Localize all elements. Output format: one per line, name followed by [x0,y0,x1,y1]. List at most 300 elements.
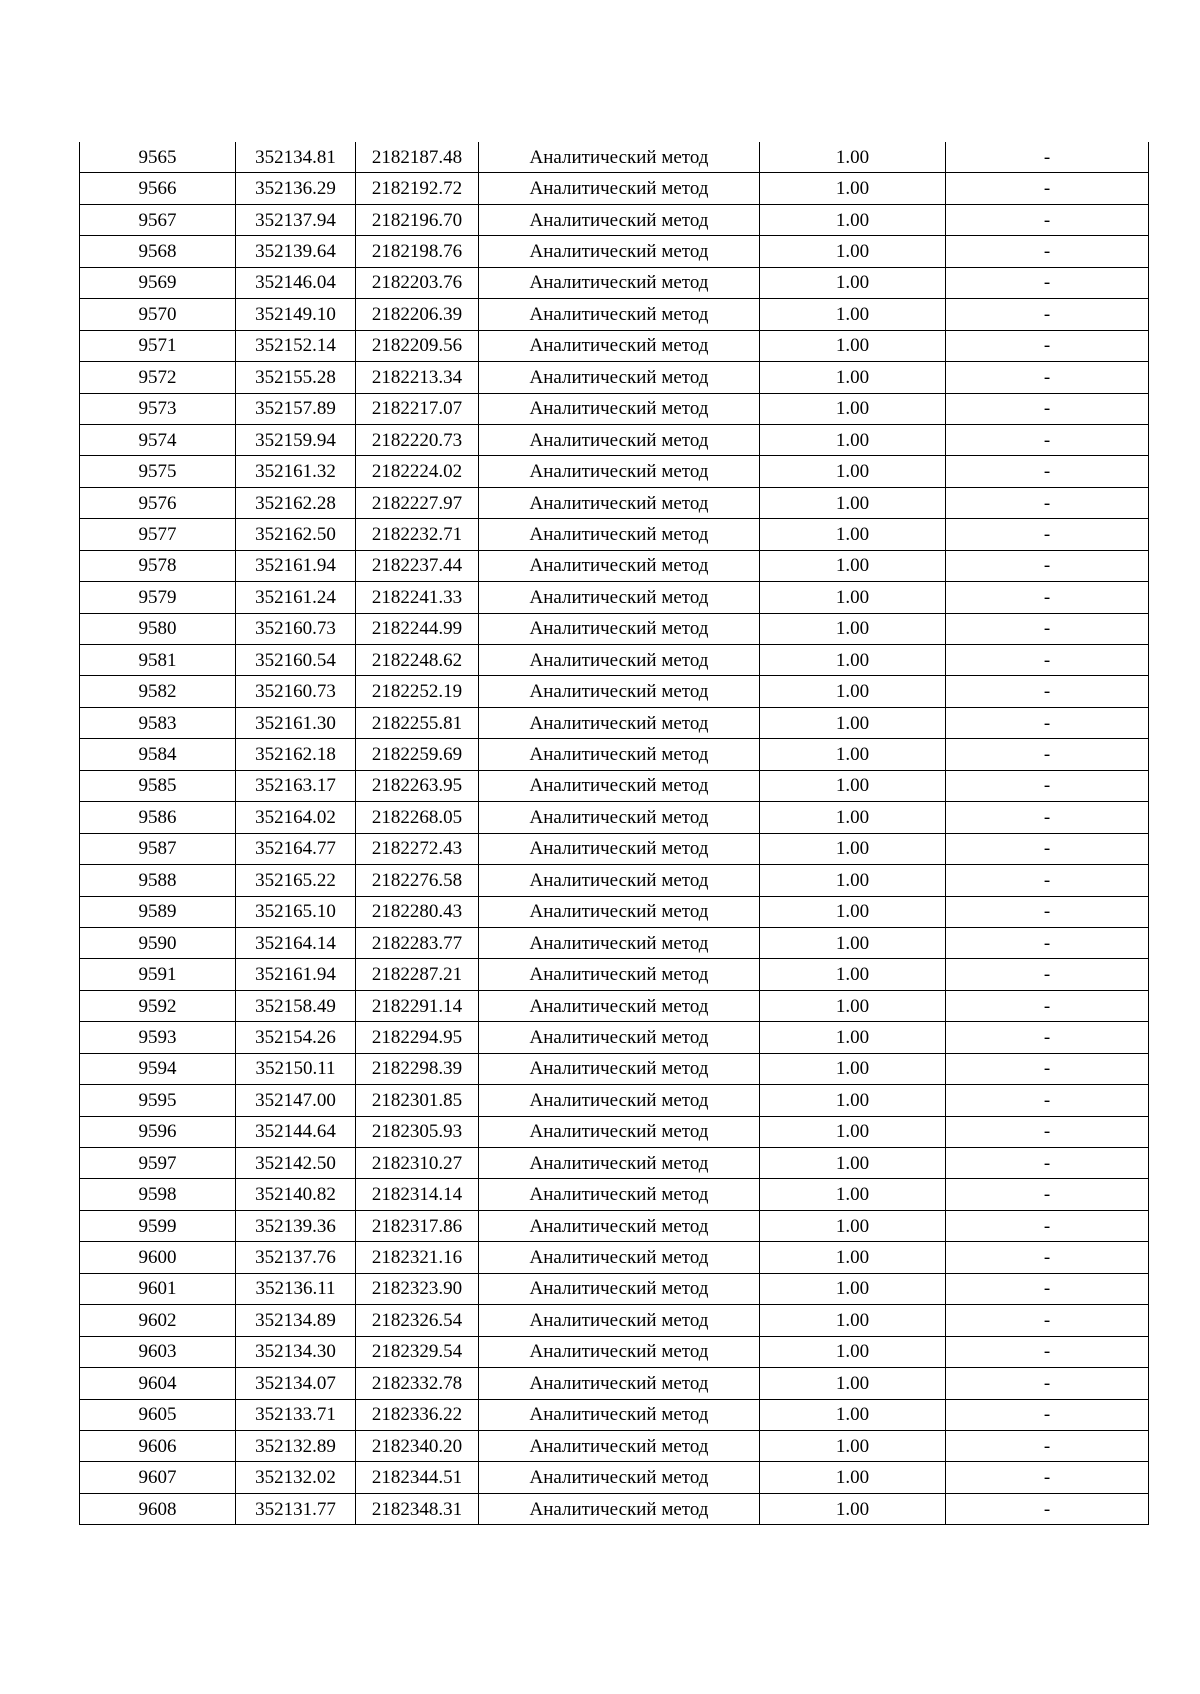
x-coordinate-cell: 352133.71 [236,1399,356,1430]
point-number-cell: 9599 [80,1210,236,1241]
point-number-cell: 9580 [80,613,236,644]
accuracy-cell: 1.00 [760,456,946,487]
y-coordinate-cell: 2182252.19 [356,676,479,707]
description-cell: - [946,1085,1149,1116]
method-cell: Аналитический метод [479,519,760,550]
x-coordinate-cell: 352159.94 [236,424,356,455]
y-coordinate-cell: 2182263.95 [356,770,479,801]
y-coordinate-cell: 2182272.43 [356,833,479,864]
accuracy-cell: 1.00 [760,676,946,707]
point-number-cell: 9569 [80,267,236,298]
accuracy-cell: 1.00 [760,802,946,833]
description-cell: - [946,424,1149,455]
description-cell: - [946,393,1149,424]
y-coordinate-cell: 2182232.71 [356,519,479,550]
y-coordinate-cell: 2182329.54 [356,1336,479,1367]
accuracy-cell: 1.00 [760,1210,946,1241]
table-row [80,865,1149,896]
x-coordinate-cell: 352160.54 [236,645,356,676]
y-coordinate-cell: 2182187.48 [356,142,479,173]
method-cell: Аналитический метод [479,487,760,518]
y-coordinate-cell: 2182310.27 [356,1148,479,1179]
description-cell: - [946,550,1149,581]
point-number-cell: 9597 [80,1148,236,1179]
accuracy-cell: 1.00 [760,1053,946,1084]
accuracy-cell: 1.00 [760,1430,946,1461]
y-coordinate-cell: 2182344.51 [356,1462,479,1493]
x-coordinate-cell: 352163.17 [236,770,356,801]
point-number-cell: 9607 [80,1462,236,1493]
method-cell: Аналитический метод [479,1242,760,1273]
x-coordinate-cell: 352164.77 [236,833,356,864]
point-number-cell: 9570 [80,299,236,330]
point-number-cell: 9606 [80,1430,236,1461]
description-cell: - [946,1179,1149,1210]
y-coordinate-cell: 2182314.14 [356,1179,479,1210]
x-coordinate-cell: 352161.32 [236,456,356,487]
table-body [80,142,1149,1525]
table-row [80,1085,1149,1116]
point-number-cell: 9571 [80,330,236,361]
y-coordinate-cell: 2182294.95 [356,1022,479,1053]
description-cell: - [946,990,1149,1021]
x-coordinate-cell: 352161.94 [236,550,356,581]
table-row [80,1336,1149,1367]
accuracy-cell: 1.00 [760,142,946,173]
table-row [80,927,1149,958]
accuracy-cell: 1.00 [760,424,946,455]
x-coordinate-cell: 352131.77 [236,1493,356,1524]
accuracy-cell: 1.00 [760,927,946,958]
description-cell: - [946,362,1149,393]
x-coordinate-cell: 352132.02 [236,1462,356,1493]
method-cell: Аналитический метод [479,1148,760,1179]
method-cell: Аналитический метод [479,362,760,393]
method-cell: Аналитический метод [479,142,760,173]
x-coordinate-cell: 352162.28 [236,487,356,518]
table-row [80,1368,1149,1399]
accuracy-cell: 1.00 [760,613,946,644]
method-cell: Аналитический метод [479,1305,760,1336]
description-cell: - [946,236,1149,267]
point-number-cell: 9598 [80,1179,236,1210]
x-coordinate-cell: 352149.10 [236,299,356,330]
table-row [80,299,1149,330]
description-cell: - [946,1022,1149,1053]
point-number-cell: 9567 [80,204,236,235]
point-number-cell: 9573 [80,393,236,424]
method-cell: Аналитический метод [479,299,760,330]
accuracy-cell: 1.00 [760,519,946,550]
description-cell: - [946,613,1149,644]
point-number-cell: 9584 [80,739,236,770]
description-cell: - [946,299,1149,330]
description-cell: - [946,1462,1149,1493]
accuracy-cell: 1.00 [760,1273,946,1304]
y-coordinate-cell: 2182298.39 [356,1053,479,1084]
method-cell: Аналитический метод [479,707,760,738]
method-cell: Аналитический метод [479,1462,760,1493]
point-number-cell: 9585 [80,770,236,801]
y-coordinate-cell: 2182326.54 [356,1305,479,1336]
x-coordinate-cell: 352134.81 [236,142,356,173]
y-coordinate-cell: 2182209.56 [356,330,479,361]
method-cell: Аналитический метод [479,1053,760,1084]
x-coordinate-cell: 352132.89 [236,1430,356,1461]
accuracy-cell: 1.00 [760,299,946,330]
method-cell: Аналитический метод [479,1022,760,1053]
description-cell: - [946,173,1149,204]
table-row [80,802,1149,833]
x-coordinate-cell: 352165.22 [236,865,356,896]
method-cell: Аналитический метод [479,456,760,487]
accuracy-cell: 1.00 [760,990,946,1021]
accuracy-cell: 1.00 [760,204,946,235]
description-cell: - [946,519,1149,550]
method-cell: Аналитический метод [479,267,760,298]
accuracy-cell: 1.00 [760,1116,946,1147]
accuracy-cell: 1.00 [760,330,946,361]
method-cell: Аналитический метод [479,990,760,1021]
coordinates-table [79,142,1149,1525]
table-row [80,1053,1149,1084]
method-cell: Аналитический метод [479,802,760,833]
method-cell: Аналитический метод [479,613,760,644]
table-row [80,1242,1149,1273]
x-coordinate-cell: 352144.64 [236,1116,356,1147]
method-cell: Аналитический метод [479,582,760,613]
accuracy-cell: 1.00 [760,865,946,896]
method-cell: Аналитический метод [479,1210,760,1241]
point-number-cell: 9575 [80,456,236,487]
description-cell: - [946,267,1149,298]
table-row [80,424,1149,455]
point-number-cell: 9593 [80,1022,236,1053]
table-row [80,1148,1149,1179]
table-row [80,1462,1149,1493]
y-coordinate-cell: 2182301.85 [356,1085,479,1116]
description-cell: - [946,1273,1149,1304]
table-row [80,770,1149,801]
table-row [80,739,1149,770]
accuracy-cell: 1.00 [760,896,946,927]
accuracy-cell: 1.00 [760,833,946,864]
description-cell: - [946,1242,1149,1273]
point-number-cell: 9603 [80,1336,236,1367]
point-number-cell: 9578 [80,550,236,581]
x-coordinate-cell: 352162.18 [236,739,356,770]
description-cell: - [946,204,1149,235]
method-cell: Аналитический метод [479,424,760,455]
x-coordinate-cell: 352164.14 [236,927,356,958]
accuracy-cell: 1.00 [760,1085,946,1116]
table-row [80,456,1149,487]
y-coordinate-cell: 2182305.93 [356,1116,479,1147]
table-row [80,330,1149,361]
x-coordinate-cell: 352136.29 [236,173,356,204]
y-coordinate-cell: 2182259.69 [356,739,479,770]
y-coordinate-cell: 2182237.44 [356,550,479,581]
table-row [80,204,1149,235]
accuracy-cell: 1.00 [760,1336,946,1367]
accuracy-cell: 1.00 [760,582,946,613]
y-coordinate-cell: 2182283.77 [356,927,479,958]
point-number-cell: 9574 [80,424,236,455]
table-row [80,582,1149,613]
y-coordinate-cell: 2182248.62 [356,645,479,676]
method-cell: Аналитический метод [479,959,760,990]
description-cell: - [946,770,1149,801]
point-number-cell: 9576 [80,487,236,518]
method-cell: Аналитический метод [479,1430,760,1461]
point-number-cell: 9596 [80,1116,236,1147]
description-cell: - [946,739,1149,770]
method-cell: Аналитический метод [479,1085,760,1116]
point-number-cell: 9600 [80,1242,236,1273]
method-cell: Аналитический метод [479,865,760,896]
table-row [80,173,1149,204]
x-coordinate-cell: 352142.50 [236,1148,356,1179]
description-cell: - [946,142,1149,173]
table-row [80,990,1149,1021]
accuracy-cell: 1.00 [760,1399,946,1430]
y-coordinate-cell: 2182268.05 [356,802,479,833]
y-coordinate-cell: 2182340.20 [356,1430,479,1461]
method-cell: Аналитический метод [479,1368,760,1399]
x-coordinate-cell: 352137.94 [236,204,356,235]
method-cell: Аналитический метод [479,330,760,361]
table-row [80,1210,1149,1241]
point-number-cell: 9602 [80,1305,236,1336]
y-coordinate-cell: 2182276.58 [356,865,479,896]
description-cell: - [946,1148,1149,1179]
table-row [80,1430,1149,1461]
x-coordinate-cell: 352164.02 [236,802,356,833]
accuracy-cell: 1.00 [760,959,946,990]
description-cell: - [946,582,1149,613]
point-number-cell: 9586 [80,802,236,833]
accuracy-cell: 1.00 [760,1368,946,1399]
point-number-cell: 9588 [80,865,236,896]
y-coordinate-cell: 2182323.90 [356,1273,479,1304]
y-coordinate-cell: 2182291.14 [356,990,479,1021]
point-number-cell: 9577 [80,519,236,550]
accuracy-cell: 1.00 [760,1179,946,1210]
table-row [80,833,1149,864]
accuracy-cell: 1.00 [760,236,946,267]
accuracy-cell: 1.00 [760,1462,946,1493]
table-row [80,959,1149,990]
x-coordinate-cell: 352134.30 [236,1336,356,1367]
accuracy-cell: 1.00 [760,1493,946,1524]
point-number-cell: 9591 [80,959,236,990]
table-row [80,519,1149,550]
point-number-cell: 9566 [80,173,236,204]
description-cell: - [946,1210,1149,1241]
point-number-cell: 9581 [80,645,236,676]
y-coordinate-cell: 2182224.02 [356,456,479,487]
table-row [80,613,1149,644]
accuracy-cell: 1.00 [760,267,946,298]
accuracy-cell: 1.00 [760,1022,946,1053]
description-cell: - [946,1368,1149,1399]
description-cell: - [946,927,1149,958]
x-coordinate-cell: 352157.89 [236,393,356,424]
accuracy-cell: 1.00 [760,1305,946,1336]
method-cell: Аналитический метод [479,1273,760,1304]
point-number-cell: 9572 [80,362,236,393]
description-cell: - [946,1336,1149,1367]
description-cell: - [946,896,1149,927]
method-cell: Аналитический метод [479,1179,760,1210]
method-cell: Аналитический метод [479,770,760,801]
table-row [80,236,1149,267]
accuracy-cell: 1.00 [760,173,946,204]
point-number-cell: 9590 [80,927,236,958]
method-cell: Аналитический метод [479,645,760,676]
table-row [80,1399,1149,1430]
x-coordinate-cell: 352160.73 [236,676,356,707]
x-coordinate-cell: 352137.76 [236,1242,356,1273]
point-number-cell: 9583 [80,707,236,738]
x-coordinate-cell: 352152.14 [236,330,356,361]
point-number-cell: 9589 [80,896,236,927]
table-row [80,1022,1149,1053]
table-row [80,896,1149,927]
description-cell: - [946,802,1149,833]
accuracy-cell: 1.00 [760,707,946,738]
description-cell: - [946,1493,1149,1524]
point-number-cell: 9565 [80,142,236,173]
description-cell: - [946,676,1149,707]
method-cell: Аналитический метод [479,204,760,235]
point-number-cell: 9582 [80,676,236,707]
y-coordinate-cell: 2182217.07 [356,393,479,424]
point-number-cell: 9592 [80,990,236,1021]
x-coordinate-cell: 352140.82 [236,1179,356,1210]
table-row [80,676,1149,707]
x-coordinate-cell: 352160.73 [236,613,356,644]
accuracy-cell: 1.00 [760,770,946,801]
y-coordinate-cell: 2182244.99 [356,613,479,644]
table-row [80,707,1149,738]
y-coordinate-cell: 2182206.39 [356,299,479,330]
method-cell: Аналитический метод [479,1116,760,1147]
table-row [80,142,1149,173]
x-coordinate-cell: 352139.36 [236,1210,356,1241]
y-coordinate-cell: 2182280.43 [356,896,479,927]
x-coordinate-cell: 352134.07 [236,1368,356,1399]
accuracy-cell: 1.00 [760,739,946,770]
x-coordinate-cell: 352155.28 [236,362,356,393]
x-coordinate-cell: 352161.30 [236,707,356,738]
y-coordinate-cell: 2182241.33 [356,582,479,613]
method-cell: Аналитический метод [479,896,760,927]
y-coordinate-cell: 2182192.72 [356,173,479,204]
description-cell: - [946,487,1149,518]
table-row [80,645,1149,676]
table-row [80,1273,1149,1304]
description-cell: - [946,865,1149,896]
point-number-cell: 9604 [80,1368,236,1399]
x-coordinate-cell: 352134.89 [236,1305,356,1336]
point-number-cell: 9595 [80,1085,236,1116]
x-coordinate-cell: 352161.94 [236,959,356,990]
x-coordinate-cell: 352147.00 [236,1085,356,1116]
method-cell: Аналитический метод [479,236,760,267]
y-coordinate-cell: 2182196.70 [356,204,479,235]
table-row [80,1305,1149,1336]
accuracy-cell: 1.00 [760,1148,946,1179]
x-coordinate-cell: 352158.49 [236,990,356,1021]
method-cell: Аналитический метод [479,1336,760,1367]
method-cell: Аналитический метод [479,1399,760,1430]
x-coordinate-cell: 352161.24 [236,582,356,613]
x-coordinate-cell: 352139.64 [236,236,356,267]
y-coordinate-cell: 2182321.16 [356,1242,479,1273]
table-row [80,487,1149,518]
point-number-cell: 9579 [80,582,236,613]
method-cell: Аналитический метод [479,739,760,770]
method-cell: Аналитический метод [479,833,760,864]
point-number-cell: 9594 [80,1053,236,1084]
method-cell: Аналитический метод [479,1493,760,1524]
table-row [80,267,1149,298]
x-coordinate-cell: 352154.26 [236,1022,356,1053]
description-cell: - [946,1053,1149,1084]
description-cell: - [946,456,1149,487]
y-coordinate-cell: 2182317.86 [356,1210,479,1241]
y-coordinate-cell: 2182203.76 [356,267,479,298]
method-cell: Аналитический метод [479,550,760,581]
x-coordinate-cell: 352162.50 [236,519,356,550]
method-cell: Аналитический метод [479,393,760,424]
description-cell: - [946,1430,1149,1461]
point-number-cell: 9601 [80,1273,236,1304]
table-row [80,393,1149,424]
accuracy-cell: 1.00 [760,487,946,518]
method-cell: Аналитический метод [479,676,760,707]
y-coordinate-cell: 2182332.78 [356,1368,479,1399]
x-coordinate-cell: 352165.10 [236,896,356,927]
accuracy-cell: 1.00 [760,393,946,424]
x-coordinate-cell: 352136.11 [236,1273,356,1304]
accuracy-cell: 1.00 [760,362,946,393]
description-cell: - [946,1399,1149,1430]
accuracy-cell: 1.00 [760,1242,946,1273]
description-cell: - [946,1116,1149,1147]
description-cell: - [946,330,1149,361]
y-coordinate-cell: 2182213.34 [356,362,479,393]
description-cell: - [946,959,1149,990]
point-number-cell: 9605 [80,1399,236,1430]
accuracy-cell: 1.00 [760,550,946,581]
y-coordinate-cell: 2182336.22 [356,1399,479,1430]
method-cell: Аналитический метод [479,173,760,204]
y-coordinate-cell: 2182227.97 [356,487,479,518]
accuracy-cell: 1.00 [760,645,946,676]
description-cell: - [946,1305,1149,1336]
y-coordinate-cell: 2182287.21 [356,959,479,990]
table-row [80,362,1149,393]
description-cell: - [946,645,1149,676]
table-row [80,1179,1149,1210]
x-coordinate-cell: 352150.11 [236,1053,356,1084]
x-coordinate-cell: 352146.04 [236,267,356,298]
y-coordinate-cell: 2182255.81 [356,707,479,738]
table-row [80,550,1149,581]
y-coordinate-cell: 2182220.73 [356,424,479,455]
